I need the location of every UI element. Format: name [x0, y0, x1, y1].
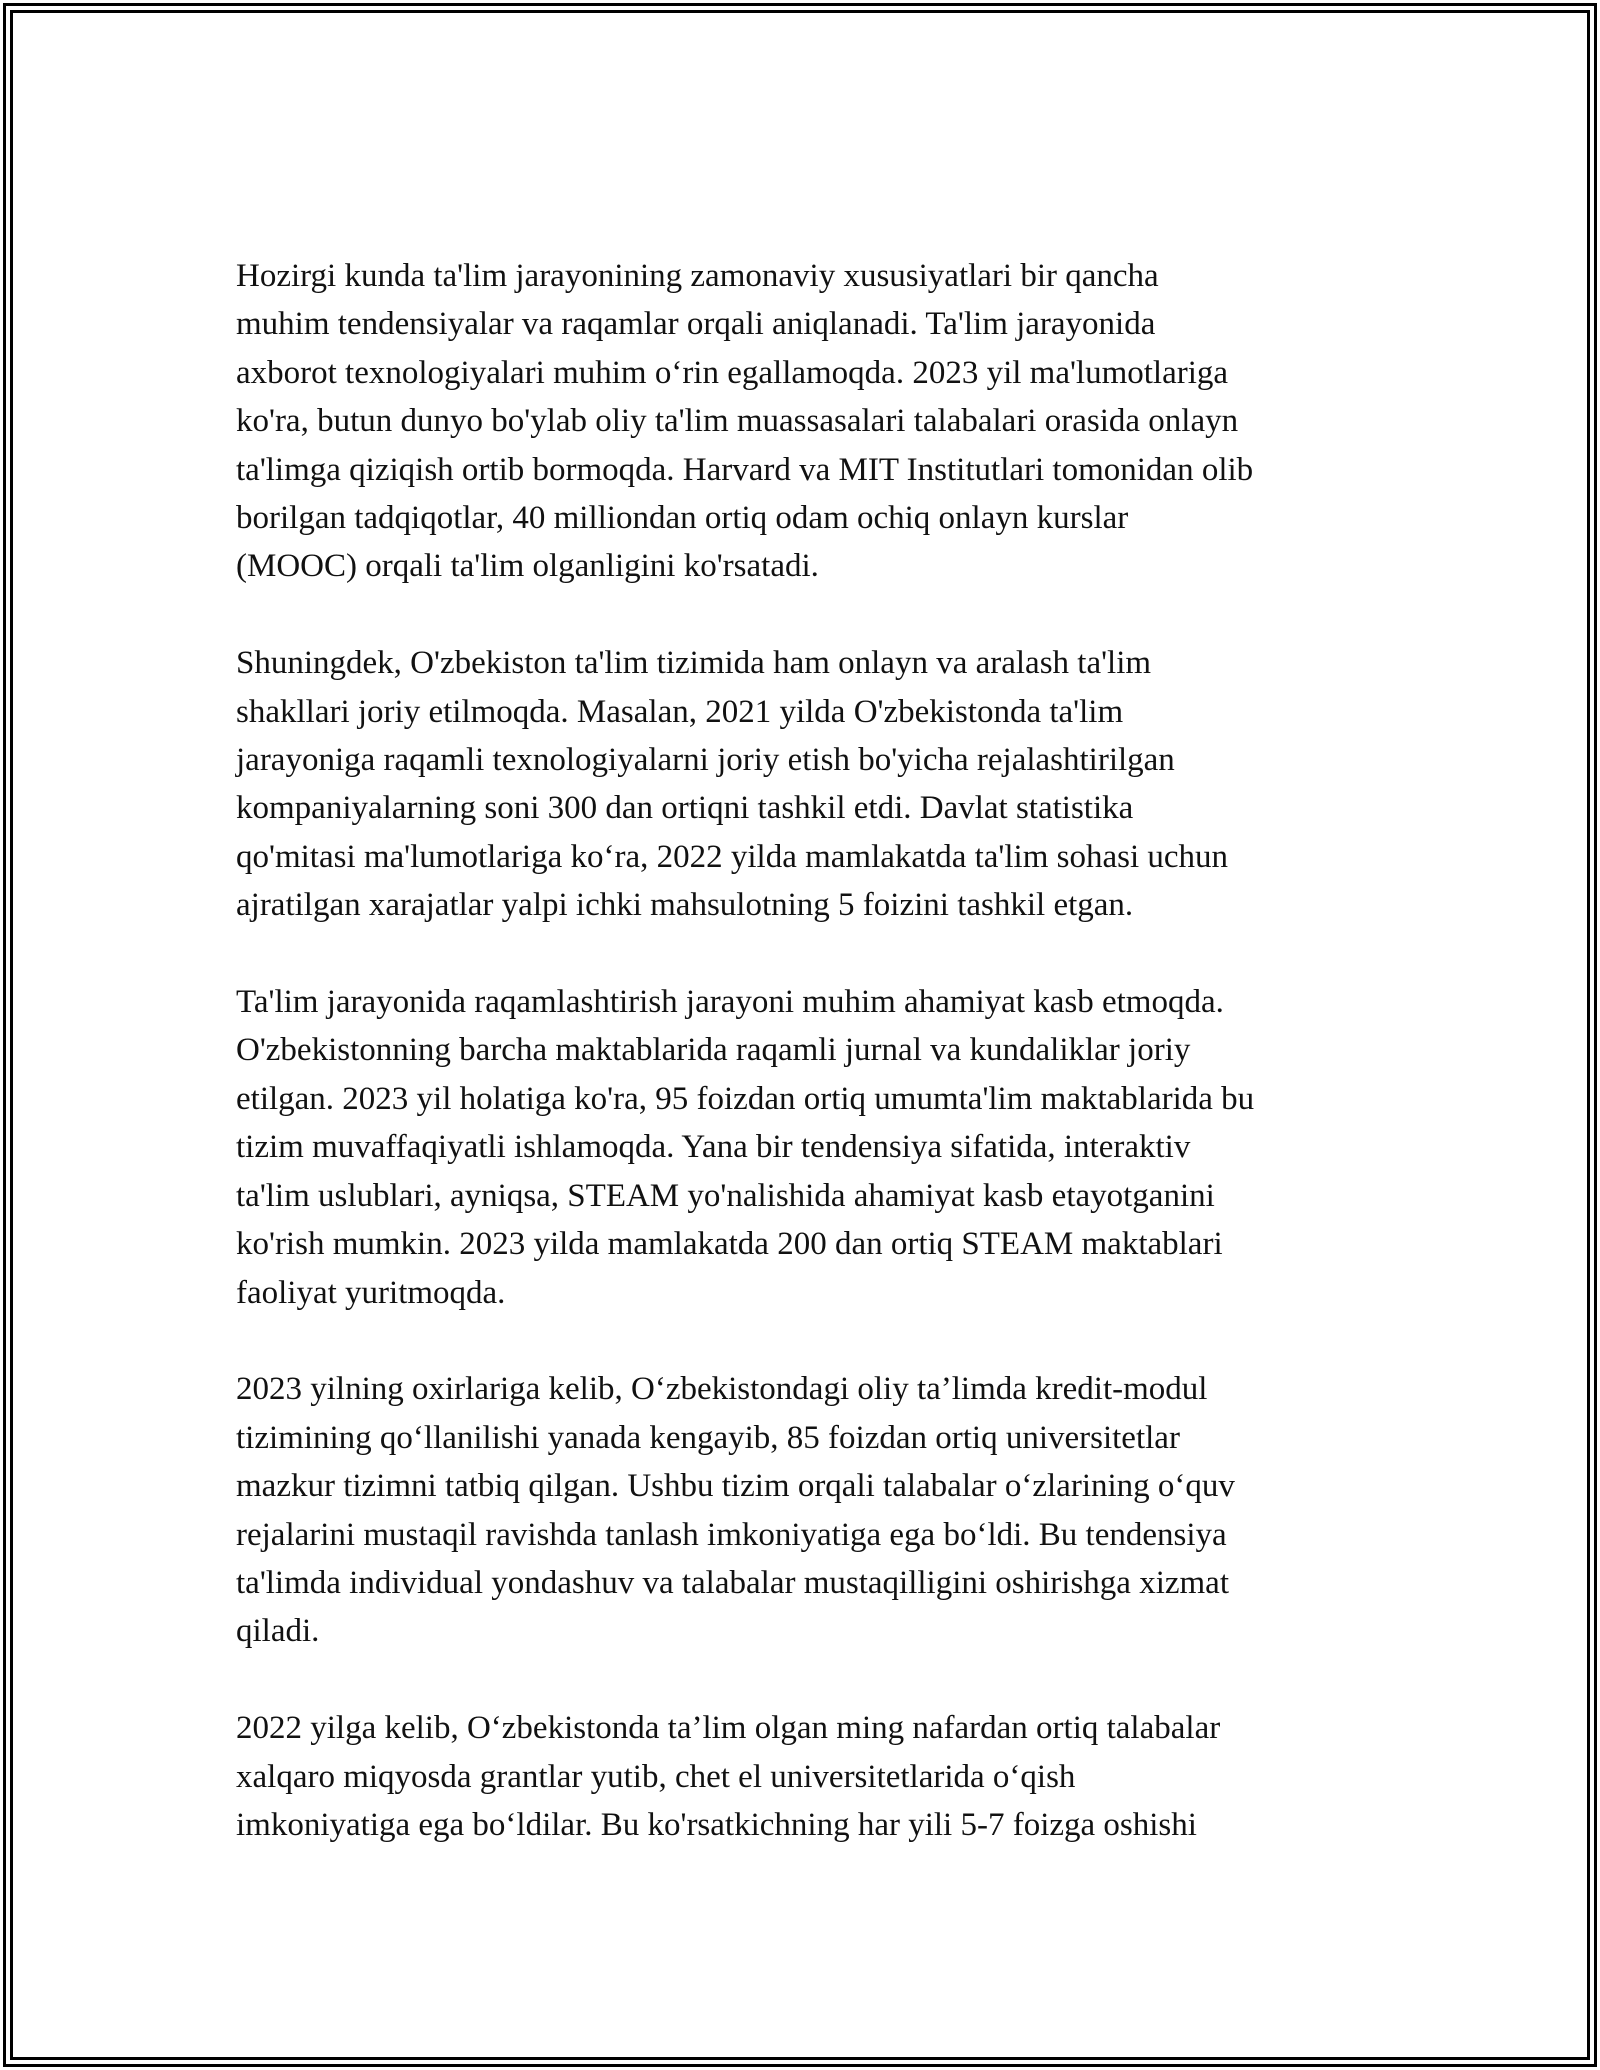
paragraph-3: Ta'lim jarayonida raqamlashtirish jarayoni muhim ahamiyat kasb etmoqda. O'zbekistonning barcha maktablarida raqamli jurnal va kundaliklar joriy etilgan. 2023 yil holatiga ko'ra, 95 foizdan ortiq umumta'lim maktablarida bu tizim muvaffaqiyatli ishlamoqda. Yana bir tendensiya sifatida, interaktiv ta'lim uslublari, ayniqsa, STEAM yo'nalishida ahamiyat kasb etayotganini ko'rish mumkin. 2023 yilda mamlakatda 200 dan ortiq STEAM maktablari faoliyat yuritmoqda. — [236, 984, 1255, 1311]
paragraph-4: 2023 yilning oxirlariga kelib, O‘zbekistondagi oliy ta’limda kredit-modul tizimining qo‘llanilishi yanada kengayib, 85 foizdan ortiq universitetlar mazkur tizimni tatbiq qilgan. Ushbu tizim orqali talabalar o‘zlarining o‘quv rejalarini mustaqil ravishda tanlash imkoniyatiga ega bo‘ldi. Bu tendensiya ta'limda individual yondashuv va talabalar mustaqilligini oshirishga xizmat qiladi. — [236, 1371, 1235, 1650]
paragraph-2: Shuningdek, O'zbekiston ta'lim tizimida ham onlayn va aralash ta'lim shakllari joriy etilmoqda. Masalan, 2021 yilda O'zbekistonda ta'lim jarayoniga raqamli texnologiyalarni joriy etish bo'yicha rejalashtirilgan kompaniyalarning soni 300 dan ortiqni tashkil etdi. Davlat statistika qo'mitasi ma'lumotlariga ko‘ra, 2022 yilda mamlakatda ta'lim sohasi uchun ajratilgan xarajatlar yalpi ichki mahsulotning 5 foizini tashkil etgan. — [236, 645, 1229, 924]
paragraph-5: 2022 yilga kelib, O‘zbekistonda ta’lim olgan ming nafardan ortiq talabalar xalqaro miqyosda grantlar yutib, chet el universitetlarida o‘qish imkoniyatiga ega bo‘ldilar. Bu ko'rsatkichning har yili 5-7 foizga oshishi — [236, 1710, 1221, 1843]
paragraph-1: Hozirgi kunda ta'lim jarayonining zamonaviy xususiyatlari bir qancha muhim tendensiyalar va raqamlar orqali aniqlanadi. Ta'lim jarayonida axborot texnologiyalari muhim o‘rin egallamoqda. 2023 yil ma'lumotlariga ko'ra, butun dunyo bo'ylab oliy ta'lim muassasalari talabalari orasida onlayn ta'limga qiziqish ortib bormoqda. Harvard va MIT Institutlari tomonidan olib borilgan tadqiqotlar, 40 milliondan ortiq odam ochiq onlayn kurslar (MOOC) orqali ta'lim olganligini ko'rsatadi. — [236, 258, 1254, 585]
document-body — [236, 252, 1376, 1898]
